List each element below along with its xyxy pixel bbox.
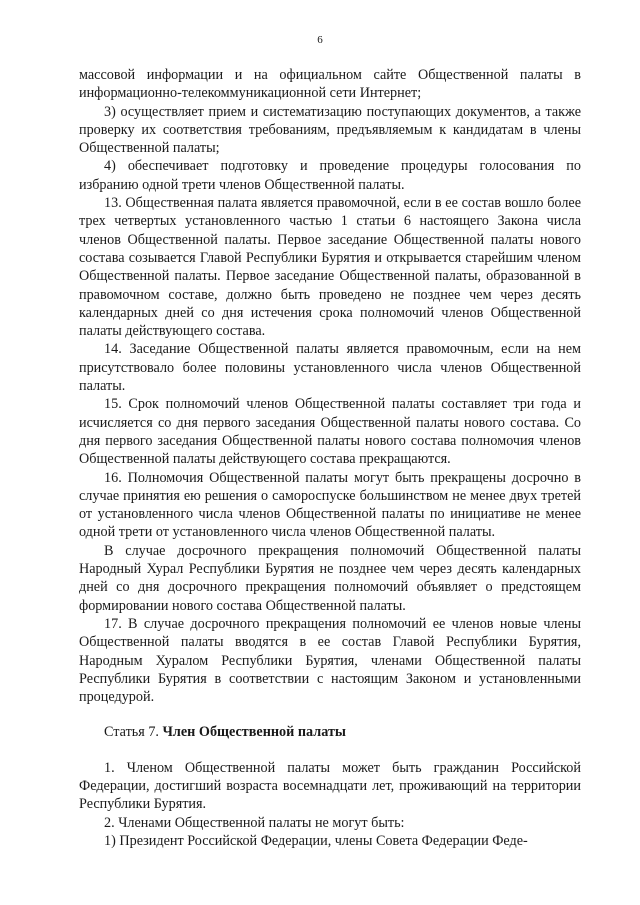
- paragraph: 13. Общественная палата является правомочной, если в ее состав вошло более трех четвертых установленного частью 1 статьи 6 настоящего Закона числа членов Общественной палаты. Первое заседание Общественной палаты нового состава созывается Главой Республики Бурятия и открывается старейшим членом Общественной палаты. Первое заседание Общественной палаты, образованной в правомочном составе, должно быть проведено не позднее чем через десять календарных дней со дня истечения срока полномочий членов Общественной палаты действующего состава.: [79, 195, 581, 340]
- paragraph: В случае досрочного прекращения полномочий Общественной палаты Народный Хурал Республики Бурятия не позднее чем через десять календарных дней со дня досрочного прекращения полномочий объявляет о предстоящем формировании нового состава Общественной палаты.: [79, 542, 581, 614]
- article-title: Член Общественной палаты: [162, 724, 346, 741]
- page-number: 6: [317, 34, 323, 46]
- paragraph: 1) Президент Российской Федерации, члены Совета Федерации Феде-: [104, 832, 528, 849]
- paragraph: 16. Полномочия Общественной палаты могут быть прекращены досрочно в случае принятия ею решения о самороспуске большинством не менее двух третей от установленного числа членов Общественной палаты по инициативе не менее одной трети от установленного числа членов Общественной палаты.: [79, 469, 581, 541]
- article-label: Статья 7.: [104, 724, 159, 741]
- article-heading: [79, 723, 581, 741]
- paragraph: 15. Срок полномочий членов Общественной палаты составляет три года и исчисляется со дня первого заседания Общественной палаты нового состава. Со дня первого заседания Общественной палаты нового состава полномочия членов Общественной палаты действующего состава прекращаются.: [79, 396, 581, 468]
- paragraph: 2. Членами Общественной палаты не могут быть:: [104, 814, 405, 831]
- document-body: [79, 66, 581, 850]
- paragraph: 3) осуществляет прием и систематизацию поступающих документов, а также проверку их соответствия требованиям, предъявляемым к кандидатам в члены Общественной палаты;: [79, 103, 581, 157]
- paragraph: 14. Заседание Общественной палаты является правомочным, если на нем присутствовало более половины установленного числа членов Общественной палаты.: [79, 341, 581, 395]
- paragraph: 1. Членом Общественной палаты может быть гражданин Российской Федерации, достигший возраста восемнадцати лет, проживающий на территории Республики Бурятия.: [79, 759, 581, 813]
- paragraph: массовой информации и на официальном сайте Общественной палаты в информационно-телекоммуникационной сети Интернет;: [79, 67, 581, 102]
- paragraph: 4) обеспечивает подготовку и проведение процедуры голосования по избранию одной трети членов Общественной палаты.: [79, 158, 581, 193]
- paragraph: 17. В случае досрочного прекращения полномочий ее членов новые члены Общественной палаты вводятся в ее состав Главой Республики Бурятия, Народным Хуралом Республики Бурятия, членами Общественной палаты Республики Бурятия в соответствии с настоящим Законом и установленными процедурой.: [79, 615, 581, 706]
